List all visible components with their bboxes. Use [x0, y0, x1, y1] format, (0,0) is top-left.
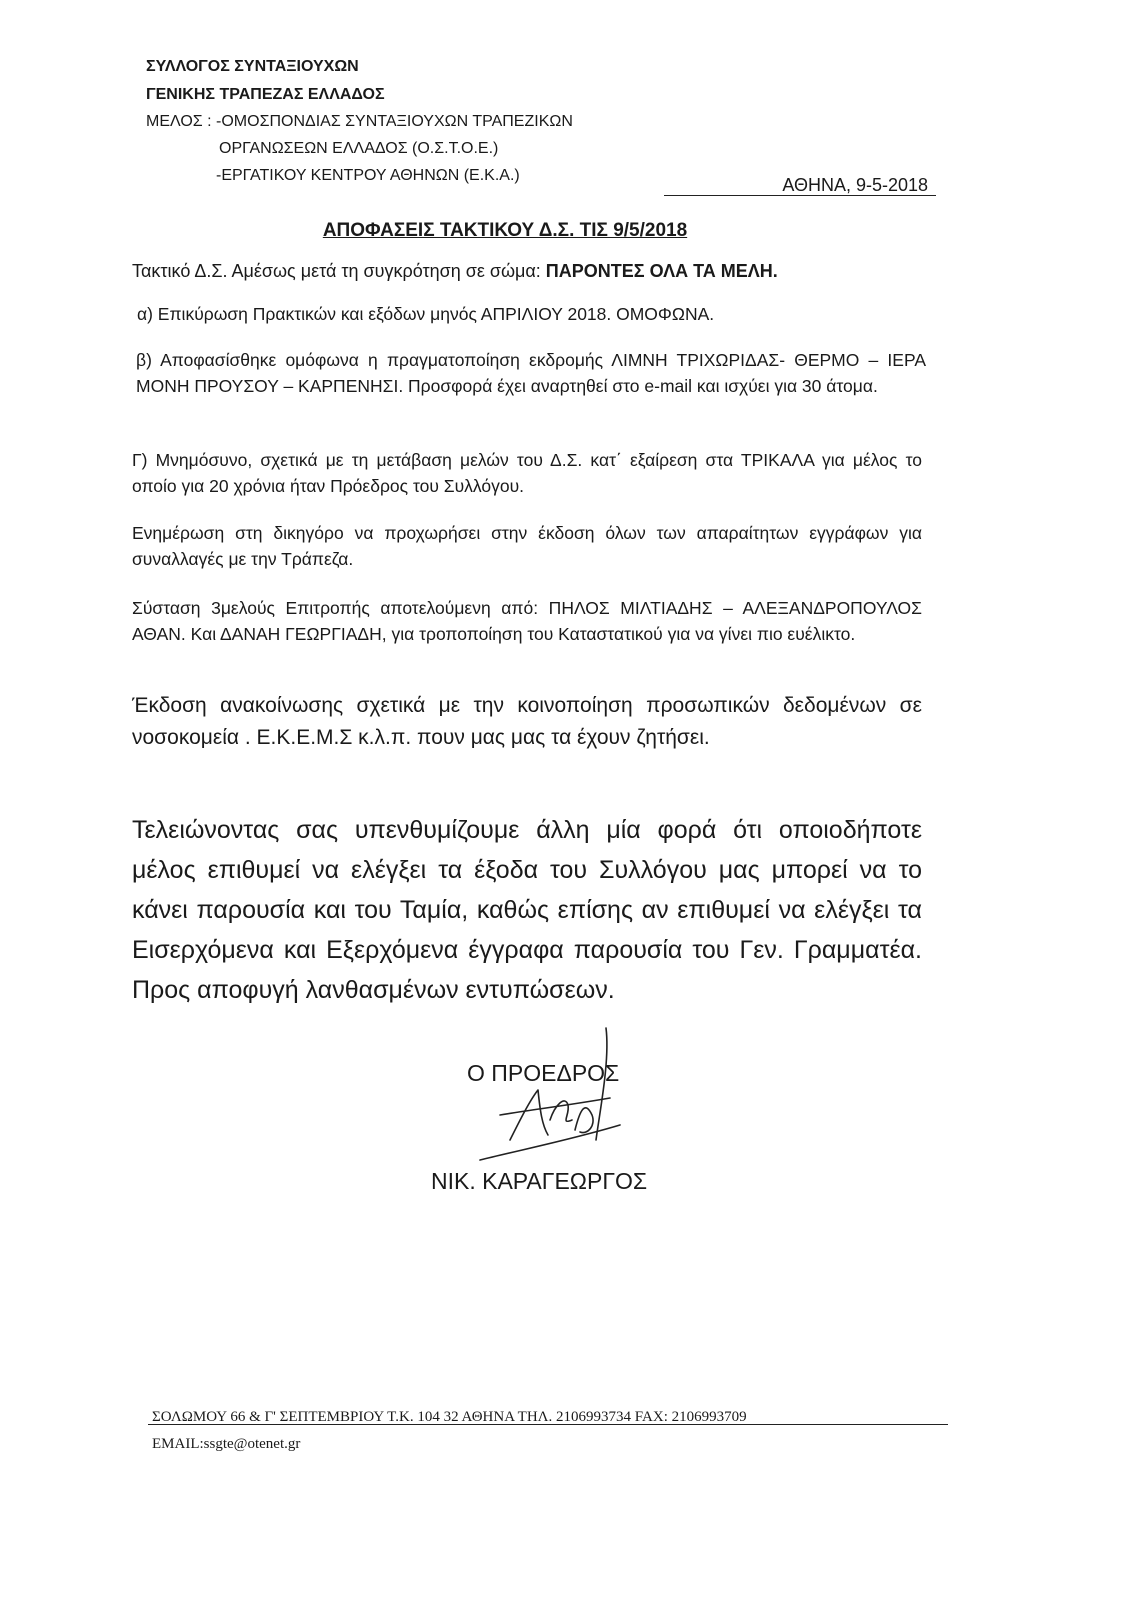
handwritten-signature	[460, 1020, 660, 1170]
footer-email: EMAIL:ssgte@otenet.gr	[152, 1436, 301, 1452]
org-name-line1: ΣΥΛΛΟΓΟΣ ΣΥΝΤΑΞΙΟΥΧΩΝ	[146, 58, 359, 75]
item-g: Τελειώνοντας σας υπενθυμίζουμε άλλη μία φορά ότι οποιοδήποτε μέλος επιθυμεί να ελέγξει τα έξοδα του Συλλόγου μας μπορεί να το κάνει παρουσία και του Ταμία, καθώς επίσης αν επιθυμεί να ελέγξει τα Εισερχόμενα και Εξερχόμενα έγγραφα παρουσία του Γεν. Γραμματέα. Προς αποφυγή λανθασμένων εντυπώσεων.	[132, 816, 922, 1004]
intro-bold: ΠΑΡΟΝΤΕΣ ΟΛΑ ΤΑ ΜΕΛΗ.	[545, 261, 778, 281]
document-title: ΑΠΟΦΑΣΕΙΣ ΤΑΚΤΙΚΟΥ Δ.Σ. ΤΙΣ 9/5/2018	[322, 220, 688, 241]
date-rule	[664, 175, 936, 196]
document-date: ΑΘΗΝΑ, 9-5-2018	[782, 175, 928, 195]
intro-text: Τακτικό Δ.Σ. Αμέσως μετά τη συγκρότηση σε σώμα:	[132, 261, 546, 281]
item-c: Γ) Μνημόσυνο, σχετικά με τη μετάβαση μελών του Δ.Σ. κατ΄ εξαίρεση στα ΤΡΙΚΑΛΑ για μέλος το οποίο για 20 χρόνια ήταν Πρόεδρος του Συλλόγου.	[132, 450, 922, 496]
footer-address: ΣΟΛΩΜΟΥ 66 & Γ' ΣΕΠΤΕΜΒΡΙΟΥ Τ.Κ. 104 32 ΑΘΗΝΑ ΤΗΛ. 2106993734 FAX: 2106993709	[152, 1409, 747, 1425]
membership-line1: ΜΕΛΟΣ : -ΟΜΟΣΠΟΝΔΙΑΣ ΣΥΝΤΑΞΙΟΥΧΩΝ ΤΡΑΠΕΖΙΚΩΝ	[146, 113, 573, 130]
item-d: Ενημέρωση στη δικηγόρο να προχωρήσει στην έκδοση όλων των απαραίτητων εγγράφων για συναλλαγές με την Τράπεζα.	[132, 523, 922, 569]
item-b: β) Αποφασίσθηκε ομόφωνα η πραγματοποίηση εκδρομής ΛΙΜΝΗ ΤΡΙΧΩΡΙΔΑΣ- ΘΕΡΜΟ – ΙΕΡΑ ΜΟΝΗ ΠΡΟΥΣΟΥ – ΚΑΡΠΕΝΗΣΙ. Προσφορά έχει αναρτηθεί στο e-mail και ισχύει για 30 άτομα.	[136, 350, 926, 396]
org-name-line2: ΓΕΝΙΚΗΣ ΤΡΑΠΕΖΑΣ ΕΛΛΑΔΟΣ	[146, 86, 385, 103]
intro-paragraph	[132, 258, 922, 284]
membership-line2: ΟΡΓΑΝΩΣΕΩΝ ΕΛΛΑΔΟΣ (Ο.Σ.Τ.Ο.Ε.)	[219, 140, 499, 157]
item-e: Σύσταση 3μελούς Επιτροπής αποτελούμενη από: ΠΗΛΟΣ ΜΙΛΤΙΑΔΗΣ – ΑΛΕΞΑΝΔΡΟΠΟΥΛΟΣ ΑΘΑΝ. Και ΔΑΝΑΗ ΓΕΩΡΓΙΑΔΗ, για τροποποίηση του Καταστατικού για να γίνει πιο ευέλικτο.	[132, 598, 922, 644]
signature-role: Ο ΠΡΟΕΔΡΟΣ	[467, 1060, 620, 1086]
signature-name: ΝΙΚ. ΚΑΡΑΓΕΩΡΓΟΣ	[431, 1168, 648, 1194]
item-a: α) Επικύρωση Πρακτικών και εξόδων μηνός ΑΠΡΙΛΙΟΥ 2018. ΟΜΟΦΩΝΑ.	[137, 304, 715, 324]
item-f: Έκδοση ανακοίνωσης σχετικά με την κοινοποίηση προσωπικών δεδομένων σε νοσοκομεία . Ε.Κ.Ε.Μ.Σ κ.λ.π. πουν μας μας τα έχουν ζητήσει.	[132, 694, 922, 749]
membership-line3: -ΕΡΓΑΤΙΚΟΥ ΚΕΝΤΡΟΥ ΑΘΗΝΩΝ (Ε.Κ.Α.)	[216, 167, 520, 184]
